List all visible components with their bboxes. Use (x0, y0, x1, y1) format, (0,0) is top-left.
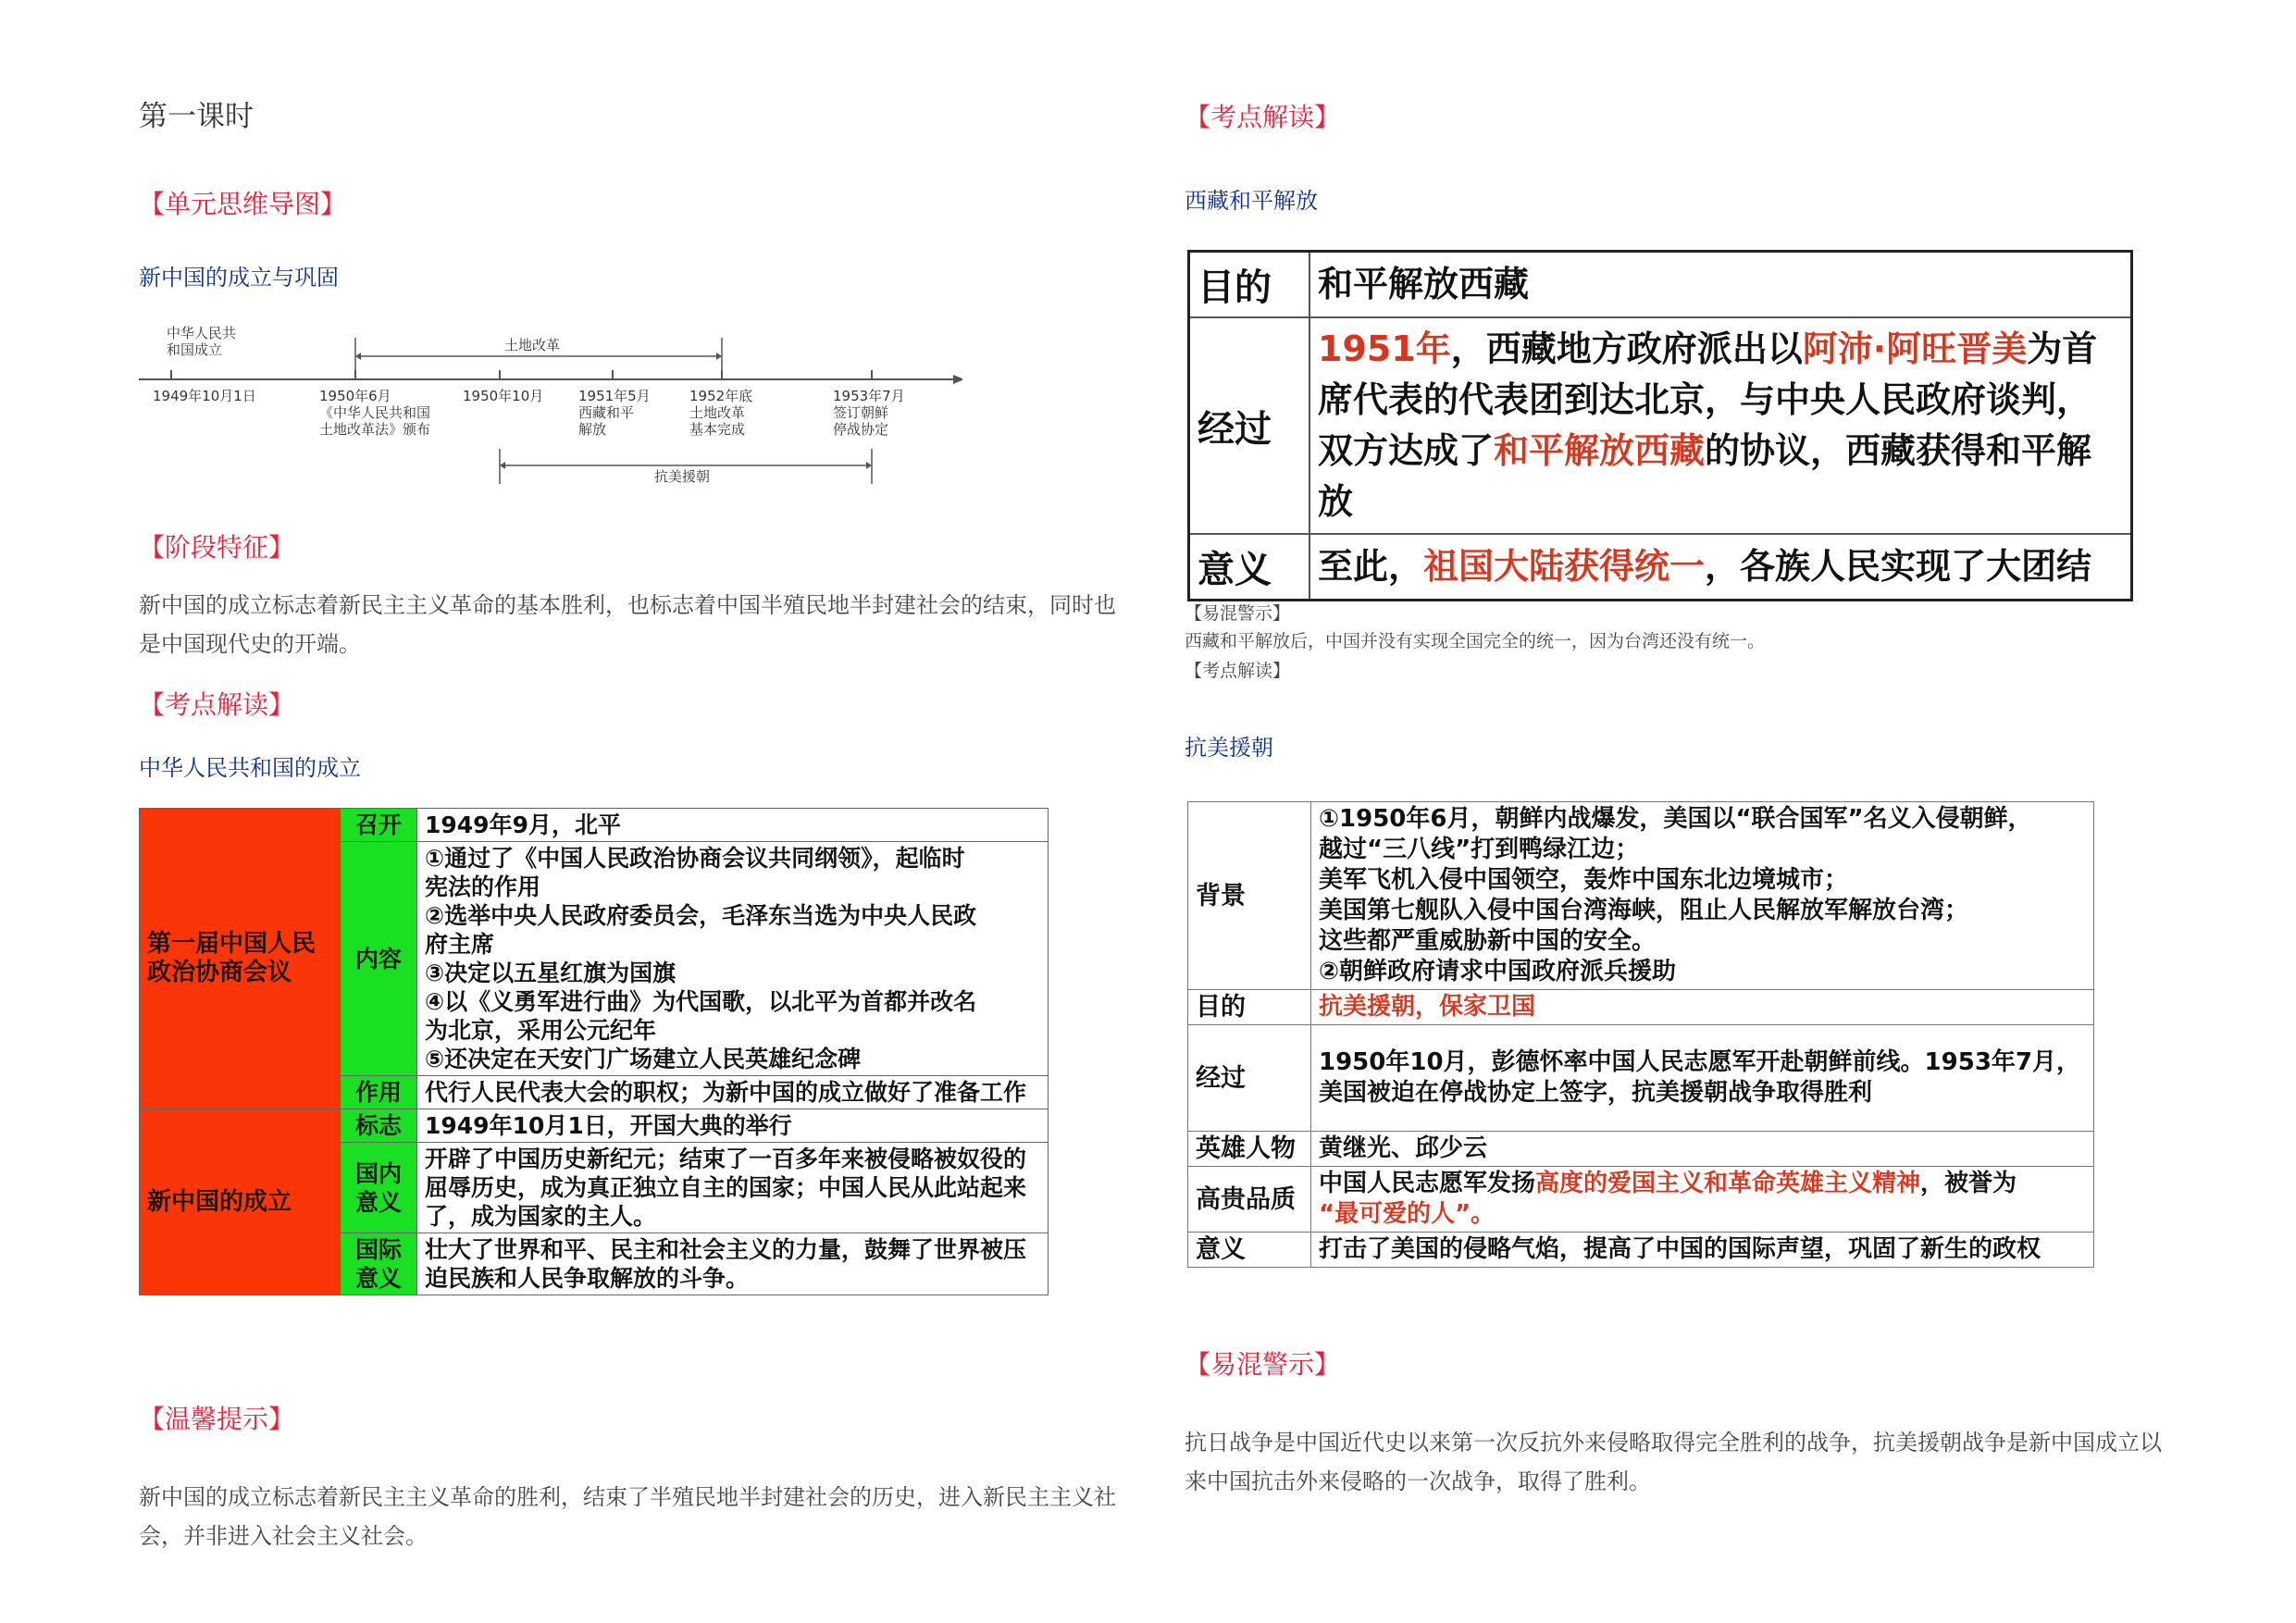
founding-cell: 新中国的成立 (140, 1109, 341, 1295)
tip-paragraph (139, 1478, 1166, 1555)
point-date: 1949年10月1日 (153, 388, 256, 404)
plain-text: 至此， (1318, 546, 1424, 587)
plain-text: 的协议，西藏获得和平解放 (1318, 430, 2092, 522)
arrow-left-icon (500, 462, 505, 469)
row-value (417, 842, 1049, 1076)
content-line: ②选举中央人民政府委员会，毛泽东当选为中央人民政 (425, 902, 977, 929)
stage-line-1: 新中国的成立标志着新民主主义革命的基本胜利，也标志着中国半殖民地半封建社会的结束，同时也 (139, 592, 1116, 618)
content-line: 府主席 (425, 931, 495, 958)
highlight-text: 阿沛·阿旺晋美 (1802, 328, 2028, 369)
highlight-text: 高度的爱国主义和革命英雄主义精神 (1535, 1170, 1921, 1197)
kmyc-subheading: 抗美援朝 (1185, 735, 1273, 761)
row-label: 国际意义 (341, 1233, 417, 1295)
content-line: ②朝鲜政府请求中国政府派兵援助 (1319, 958, 1677, 985)
kd-heading-right: 【考点解读】 (1185, 102, 1341, 132)
kmyc-table (1187, 801, 2094, 1268)
stage-line-2: 是中国现代史的开端。 (139, 631, 361, 657)
kd-heading: 【考点解读】 (139, 689, 295, 720)
highlight-text: 和平解放西藏 (1494, 430, 1706, 471)
content-line: 为北京，采用公元纪年 (425, 1017, 657, 1044)
prc-founding-label-2: 和国成立 (167, 341, 223, 358)
plain-text: ，各族人民实现了大团结 (1705, 546, 2092, 587)
row-label: 意义 (1188, 1233, 1311, 1268)
content-line: 美军飞机入侵中国领空，轰炸中国东北边境城市； (1319, 866, 1849, 894)
warn-small-text: 西藏和平解放后，中国并没有实现全国完全的统一，因为台湾还没有统一。 (1185, 631, 1766, 651)
row-value: 和平解放西藏 (1309, 252, 2132, 318)
mindmap-heading: 【单元思维导图】 (139, 189, 347, 219)
row-label: 意义 (1189, 534, 1310, 601)
row-value: 抗美援朝，保家卫国 (1311, 990, 2094, 1025)
content-line: ①1950年6月，朝鲜内战爆发，美国以“联合国军”名义入侵朝鲜， (1319, 805, 2032, 833)
plain-text: ，西藏地方政府派出以 (1450, 328, 1803, 369)
row-label: 英雄人物 (1188, 1132, 1311, 1167)
row-label: 背景 (1188, 802, 1311, 990)
row-label: 内容 (341, 842, 417, 1076)
mindmap-subheading: 新中国的成立与巩固 (139, 265, 339, 291)
row-value (1311, 802, 2094, 990)
point-date: 1953年7月 (833, 388, 905, 404)
content-line: ③决定以五星红旗为国旗 (425, 960, 676, 986)
row-label: 召开 (341, 809, 417, 842)
point-desc: 解放 (578, 421, 607, 438)
prc-subheading: 中华人民共和国的成立 (139, 755, 361, 781)
content-line: 越过“三八线”打到鸭绿江边； (1319, 836, 1640, 863)
tibet-table (1187, 250, 2133, 601)
warn-small-heading: 【易混警示】 (1185, 603, 1291, 624)
stage-paragraph (139, 586, 1166, 663)
row-value: 壮大了世界和平、民主和社会主义的力量，鼓舞了世界被压迫民族和人民争取解放的斗争。 (417, 1233, 1049, 1295)
row-value: 代行人民代表大会的职权；为新中国的成立做好了准备工作 (417, 1076, 1049, 1109)
timeline-arrow-icon (953, 375, 962, 384)
point-desc: 西藏和平 (578, 404, 635, 421)
warn-line-2: 来中国抗击外来侵略的一次战争，取得了胜利。 (1185, 1468, 1651, 1494)
tip-heading: 【温馨提示】 (139, 1404, 295, 1434)
row-value: 1950年10月，彭德怀率中国人民志愿军开赴朝鲜前线。1953年7月，美国被迫在停战协定上签字，抗美援朝战争取得胜利 (1311, 1025, 2094, 1132)
plain-text: 中国人民志愿军发扬 (1319, 1170, 1536, 1197)
row-label: 目的 (1188, 990, 1311, 1025)
warn-line-1: 抗日战争是中国近代史以来第一次反抗外来侵略取得完全胜利的战争，抗美援朝战争是新中国成立以 (1185, 1430, 2162, 1456)
point-desc: 土地改革法》颁布 (319, 421, 431, 438)
plain-text: ，被誉为 (1920, 1170, 2017, 1197)
cppcc-cell: 第一届中国人民政治协商会议 (140, 809, 341, 1109)
point-date: 1952年底 (689, 388, 753, 404)
row-value: 打击了美国的侵略气焰，提高了中国的国际声望，巩固了新生的政权 (1311, 1233, 2094, 1268)
row-label: 国内意义 (341, 1143, 417, 1233)
row-value: 开辟了中国历史新纪元；结束了一百多年来被侵略被奴役的屈辱历史，成为真正独立自主的国家；中国人民从此站起来了，成为国家的主人。 (417, 1143, 1049, 1233)
highlight-text: 1951年 (1318, 328, 1451, 369)
content-line: ①通过了《中国人民政治协商会议共同纲领》，起临时 (425, 845, 965, 872)
point-date: 1950年10月 (463, 388, 544, 404)
row-value (1311, 1167, 2094, 1233)
row-label: 目的 (1189, 252, 1310, 318)
land-reform-label: 土地改革 (504, 337, 561, 353)
arrow-right-icon (866, 462, 872, 469)
row-label: 高贵品质 (1188, 1167, 1311, 1233)
point-date: 1951年5月 (578, 388, 651, 404)
prc-founding-table (139, 808, 1049, 1295)
row-value: 黄继光、邱少云 (1311, 1132, 2094, 1167)
content-line: 宪法的作用 (425, 873, 541, 900)
tip-line-1: 新中国的成立标志着新民主主义革命的胜利，结束了半殖民地半封建社会的历史，进入新民主主义社 (139, 1484, 1116, 1510)
tip-line-2: 会，并非进入社会主义社会。 (139, 1523, 428, 1549)
arrow-left-icon (355, 353, 361, 360)
kmyc-label: 抗美援朝 (654, 468, 711, 485)
point-desc: 《中华人民共和国 (319, 404, 431, 421)
highlight-text: “最可爱的人”。 (1319, 1200, 1496, 1228)
point-desc: 签订朝鲜 (833, 404, 889, 421)
row-label: 标志 (341, 1109, 417, 1143)
row-label: 作用 (341, 1076, 417, 1109)
tibet-subheading: 西藏和平解放 (1185, 188, 1318, 214)
content-line: ⑤还决定在天安门广场建立人民英雄纪念碑 (425, 1046, 862, 1072)
point-date: 1950年6月 (319, 388, 391, 404)
lesson-title: 第一课时 (139, 100, 254, 133)
highlight-text: 祖国大陆获得统一 (1423, 546, 1706, 587)
row-value (1309, 534, 2132, 601)
timeline-diagram (130, 319, 962, 495)
warn-heading: 【易混警示】 (1185, 1349, 1341, 1380)
plain-text: 为首席代表的代表团到达北京，与中央人民政府谈判，双方达成了 (1318, 328, 2098, 471)
point-desc: 停战协定 (833, 421, 889, 438)
row-value: 1949年9月，北平 (417, 809, 1049, 842)
content-line: ④以《义勇军进行曲》为代国歌，以北平为首都并改名 (425, 988, 977, 1015)
point-desc: 基本完成 (689, 421, 746, 438)
prc-founding-label-1: 中华人民共 (167, 325, 237, 341)
stage-heading: 【阶段特征】 (139, 532, 295, 563)
warn-paragraph (1185, 1423, 2230, 1501)
content-line: 美国第七舰队入侵中国台湾海峡，阻止人民解放军解放台湾； (1319, 897, 1969, 924)
kd-small-heading: 【考点解读】 (1185, 661, 1291, 681)
point-desc: 土地改革 (689, 404, 746, 421)
row-value (1309, 317, 2132, 534)
row-value: 1949年10月1日，开国大典的举行 (417, 1109, 1049, 1143)
content-line: 这些都严重威胁新中国的安全。 (1319, 927, 1657, 955)
arrow-right-icon (716, 353, 722, 360)
row-label: 经过 (1189, 317, 1310, 534)
row-label: 经过 (1188, 1025, 1311, 1132)
